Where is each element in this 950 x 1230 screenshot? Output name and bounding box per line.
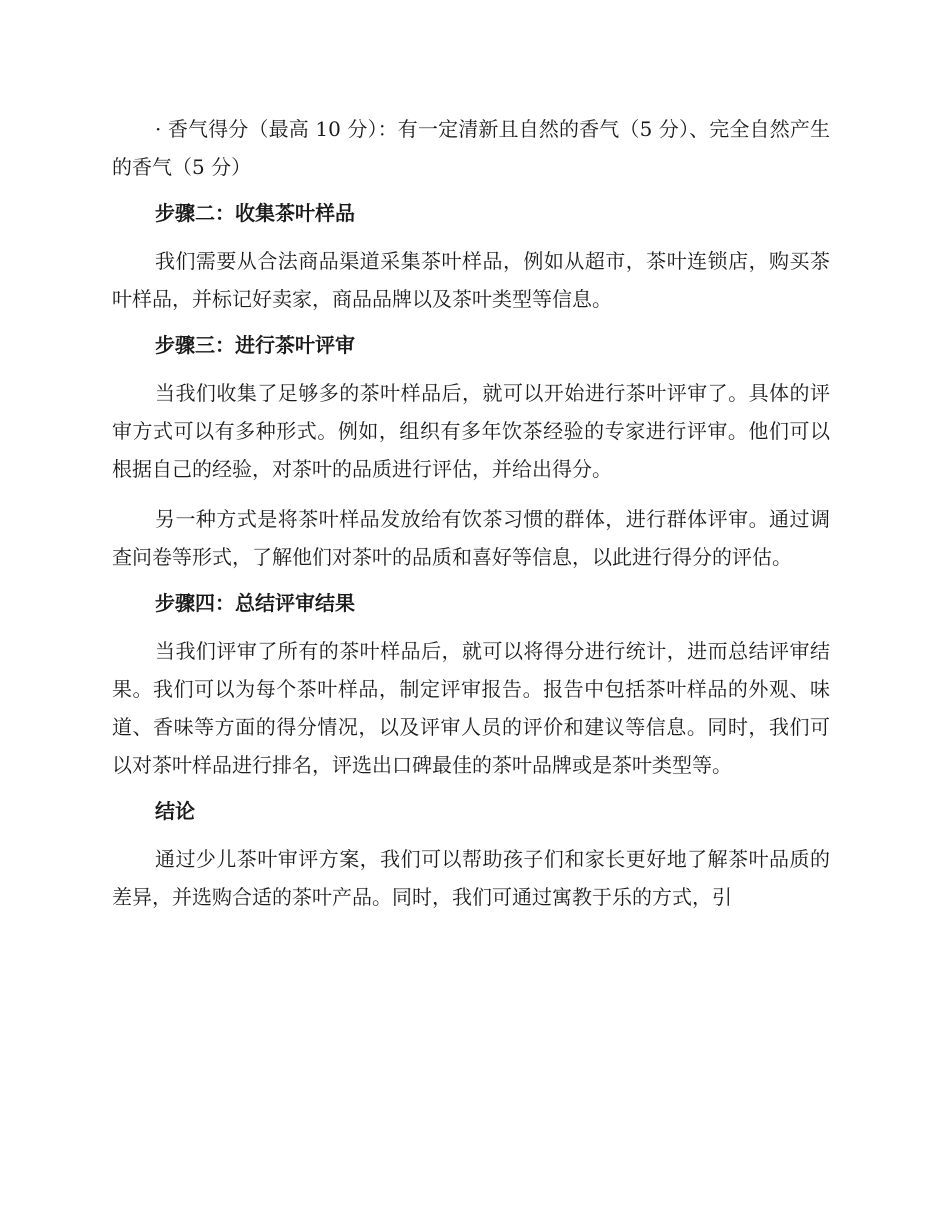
step3-paragraph-1: 当我们收集了足够多的茶叶样品后，就可以开始进行茶叶评审了。具体的评审方式可以有多种形式。例如，组织有多年饮茶经验的专家进行评审。他们可以根据自己的经验，对茶叶的品质进行评估，并给出得分。 [112, 381, 830, 481]
step4-heading: 步骤四：总结评审结果 [155, 591, 355, 615]
step3-heading: 步骤三：进行茶叶评审 [155, 333, 355, 357]
conclusion-paragraph-1: 通过少儿茶叶审评方案，我们可以帮助孩子们和家长更好地了解茶叶品质的差异，并选购合适的茶叶产品。同时，我们可通过寓教于乐的方式，引 [112, 847, 830, 909]
step3-paragraph-2: 另一种方式是将茶叶样品发放给有饮茶习惯的群体，进行群体评审。通过调查问卷等形式，了解他们对茶叶的品质和喜好等信息，以此进行得分的评估。 [112, 507, 830, 569]
conclusion-heading: 结论 [155, 799, 195, 823]
step4-paragraph-1: 当我们评审了所有的茶叶样品后，就可以将得分进行统计，进而总结评审结果。我们可以为每个茶叶样品，制定评审报告。报告中包括茶叶样品的外观、味道、香味等方面的得分情况，以及评审人员的评价和建议等信息。同时，我们可以对茶叶样品进行排名，评选出口碑最佳的茶叶品牌或是茶叶类型等。 [112, 639, 830, 777]
aroma-score-bullet: · 香气得分（最高 10 分）：有一定清新且自然的香气（5 分）、完全自然产生的香气（5 分） [112, 117, 830, 179]
step2-paragraph-1: 我们需要从合法商品渠道采集茶叶样品，例如从超市，茶叶连锁店，购买茶叶样品，并标记好卖家，商品品牌以及茶叶类型等信息。 [112, 249, 830, 311]
step2-heading: 步骤二：收集茶叶样品 [155, 201, 355, 225]
document-page [112, 110, 830, 928]
